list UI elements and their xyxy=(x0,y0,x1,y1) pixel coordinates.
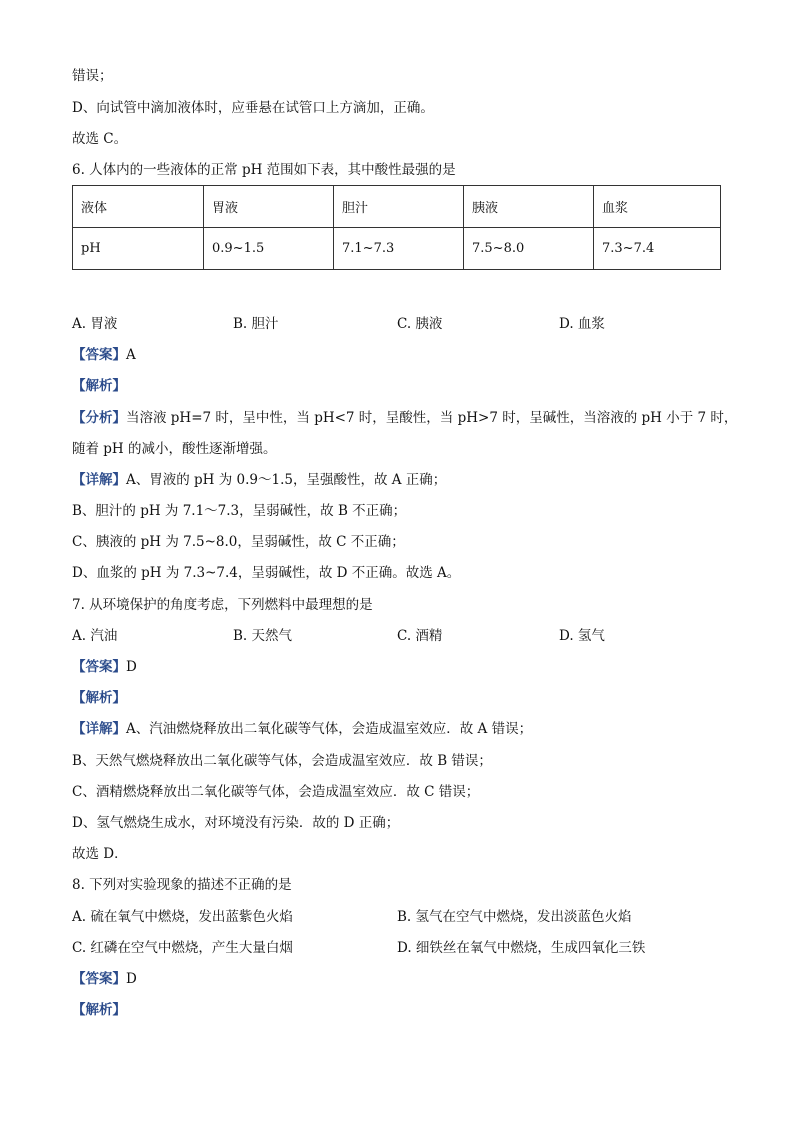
fenxi-line xyxy=(72,409,738,427)
text-line: D、血浆的 pH 为 7.3~7.4，呈弱碱性，故 D 不正确。故选 A。 xyxy=(72,565,461,581)
table-cell: 胆汁 xyxy=(334,186,464,228)
detail-tag: 【详解】 xyxy=(72,721,126,737)
detail-text: A、汽油燃烧释放出二氧化碳等气体，会造成温室效应．故 A 错误； xyxy=(126,721,533,737)
table-header-row xyxy=(73,186,721,228)
option-a: A. 硫在氧气中燃烧，发出蓝紫色火焰 xyxy=(72,909,293,925)
option-d: D. 细铁丝在氧气中燃烧，生成四氧化三铁 xyxy=(397,940,646,956)
text-line: D、向试管中滴加液体时，应垂悬在试管口上方滴加，正确。 xyxy=(72,100,434,116)
detail-text: A、胃液的 pH 为 0.9～1.5，呈强酸性，故 A 正确； xyxy=(126,472,447,488)
text-line: 错误； xyxy=(72,68,113,84)
text-line: D、氢气燃烧生成水，对环境没有污染．故的 D 正确； xyxy=(72,815,400,831)
table-row xyxy=(73,228,721,270)
question-8-stem: 8. 下列对实验现象的描述不正确的是 xyxy=(72,877,292,893)
option-d: D. 血浆 xyxy=(559,316,605,332)
analysis-line xyxy=(72,1001,734,1019)
table-cell: 胃液 xyxy=(204,186,334,228)
answer-tag: 【答案】 xyxy=(72,971,126,987)
text-line: 随着 pH 的减小，酸性逐渐增强。 xyxy=(72,441,277,457)
table-cell: 液体 xyxy=(73,186,204,228)
table-cell: pH xyxy=(73,228,204,270)
analysis-tag: 【解析】 xyxy=(72,378,126,394)
text-line: 故选 C。 xyxy=(72,131,128,147)
option-c: C. 红磷在空气中燃烧，产生大量白烟 xyxy=(72,940,293,956)
text-line: B、胆汁的 pH 为 7.1～7.3，呈弱碱性，故 B 不正确； xyxy=(72,503,407,519)
question-7-stem: 7. 从环境保护的角度考虑，下列燃料中最理想的是 xyxy=(72,597,373,613)
table-cell: 胰液 xyxy=(464,186,594,228)
ph-table xyxy=(72,185,721,270)
answer-tag: 【答案】 xyxy=(72,659,126,675)
analysis-tag: 【解析】 xyxy=(72,1002,126,1018)
table-cell: 0.9~1.5 xyxy=(204,228,334,270)
table-cell: 7.3~7.4 xyxy=(594,228,721,270)
detail-line xyxy=(72,471,734,489)
option-a: A. 汽油 xyxy=(72,628,118,644)
text-line: B、天然气燃烧释放出二氧化碳等气体，会造成温室效应．故 B 错误； xyxy=(72,753,492,769)
analysis-line xyxy=(72,689,734,707)
option-c: C. 酒精 xyxy=(397,628,443,644)
answer-line xyxy=(72,658,734,676)
text-line: 故选 D． xyxy=(72,846,128,862)
option-c: C. 胰液 xyxy=(397,316,443,332)
text-line: C、酒精燃烧释放出二氧化碳等气体，会造成温室效应．故 C 错误； xyxy=(72,784,480,800)
fenxi-tag: 【分析】 xyxy=(72,410,126,426)
analysis-tag: 【解析】 xyxy=(72,690,126,706)
detail-tag: 【详解】 xyxy=(72,472,126,488)
option-d: D. 氢气 xyxy=(559,628,605,644)
table-cell: 7.1~7.3 xyxy=(334,228,464,270)
detail-line xyxy=(72,720,734,738)
answer-line xyxy=(72,970,734,988)
analysis-line xyxy=(72,377,734,395)
answer-value: D xyxy=(126,659,137,675)
option-a: A. 胃液 xyxy=(72,316,118,332)
fenxi-text: 当溶液 pH=7 时，呈中性，当 pH<7 时，呈酸性，当 pH>7 时，呈碱性，当溶液的 pH 小于 7 时， xyxy=(126,410,738,426)
option-b: B. 胆汁 xyxy=(233,316,279,332)
option-b: B. 天然气 xyxy=(233,628,293,644)
answer-line xyxy=(72,346,734,364)
option-b: B. 氢气在空气中燃烧，发出淡蓝色火焰 xyxy=(397,909,632,925)
question-6-stem: 6. 人体内的一些液体的正常 pH 范围如下表，其中酸性最强的是 xyxy=(72,162,456,178)
text-line: C、胰液的 pH 为 7.5~8.0，呈弱碱性，故 C 不正确； xyxy=(72,534,405,550)
table-cell: 血浆 xyxy=(594,186,721,228)
answer-value: A xyxy=(126,347,136,363)
answer-tag: 【答案】 xyxy=(72,347,126,363)
table-cell: 7.5~8.0 xyxy=(464,228,594,270)
answer-value: D xyxy=(126,971,137,987)
